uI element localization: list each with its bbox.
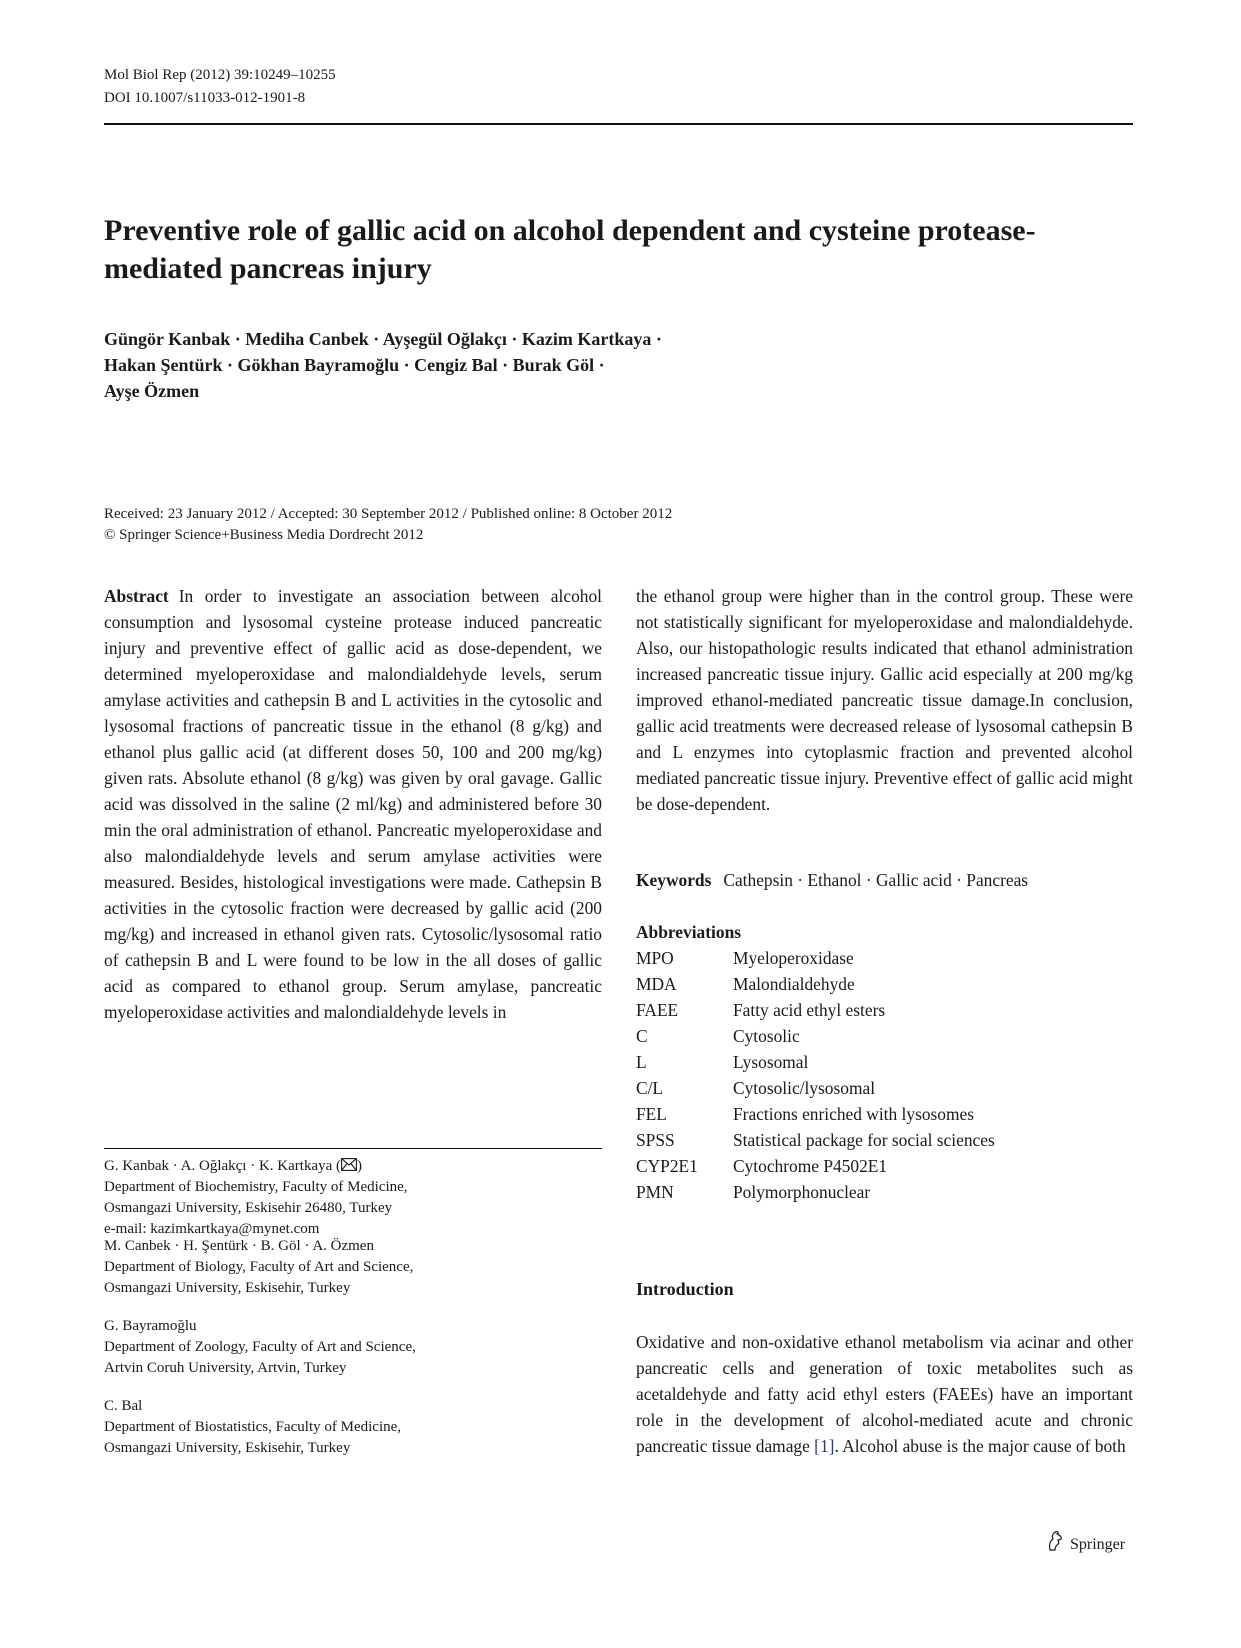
abbreviation-row (636, 1049, 995, 1075)
abbreviation-row (636, 997, 995, 1023)
abbreviation-code: CYP2E1 (636, 1156, 698, 1176)
abbreviations-heading: Abbreviations (636, 922, 742, 942)
abbreviation-row (636, 945, 995, 971)
abbreviations-list (636, 945, 995, 1205)
abbreviation-meaning: Fractions enriched with lysosomes (733, 1104, 975, 1124)
publisher-name: Springer (1070, 1535, 1126, 1553)
affiliation-block (104, 1316, 602, 1379)
corresponding-email[interactable]: e-mail: kazimkartkaya@mynet.com (104, 1221, 320, 1237)
author-line: Güngör Kanbak · Mediha Canbek · Ayşegül Oğlakçı · Kazim Kartkaya · (104, 329, 662, 349)
abbreviation-meaning: Statistical package for social sciences (733, 1130, 995, 1150)
abbreviation-code: L (636, 1052, 647, 1072)
abbreviation-meaning: Fatty acid ethyl esters (733, 1000, 886, 1020)
abbreviation-row (636, 1023, 995, 1049)
doi[interactable]: DOI 10.1007/s11033-012-1901-8 (104, 90, 306, 106)
affiliation-names-text: G. Kanbak · A. Oğlakçı · K. Kartkaya ( (104, 1158, 342, 1174)
abbreviation-code: C/L (636, 1078, 664, 1098)
abbreviation-code: C (636, 1026, 648, 1046)
affiliation-block (104, 1396, 602, 1459)
abbreviation-code: MPO (636, 948, 674, 968)
affiliation-names: M. Canbek · H. Şentürk · B. Göl · A. Özmen (104, 1238, 374, 1254)
abbreviation-code: MDA (636, 974, 677, 994)
affiliation-block (104, 1236, 602, 1299)
abbreviation-meaning: Malondialdehyde (733, 974, 855, 994)
abbreviation-meaning: Cytosolic (733, 1026, 800, 1046)
introduction-heading: Introduction (636, 1279, 734, 1299)
abbreviation-code: PMN (636, 1182, 674, 1202)
abbreviation-row (636, 1179, 995, 1205)
abbreviation-meaning: Myeloperoxidase (733, 948, 854, 968)
envelope-icon[interactable] (341, 1158, 357, 1174)
affiliation-dept: Department of Biostatistics, Faculty of Medicine, (104, 1419, 402, 1435)
author-list (104, 326, 864, 404)
abbreviation-code: FAEE (636, 1000, 679, 1020)
abbreviation-row (636, 1153, 995, 1179)
author-line: Ayşe Özmen (104, 381, 200, 401)
affiliation-dept: Department of Zoology, Faculty of Art and Science, (104, 1339, 416, 1355)
abbreviation-meaning: Lysosomal (733, 1052, 809, 1072)
abbreviation-row (636, 1075, 995, 1101)
header-divider (104, 123, 1133, 125)
copyright-line: © Springer Science+Business Media Dordrecht 2012 (104, 527, 424, 543)
author-line: Hakan Şentürk · Gökhan Bayramoğlu · Cengiz Bal · Burak Göl · (104, 355, 605, 375)
introduction-text-part: Oxidative and non-oxidative ethanol metabolism via acinar and other pancreatic cells and generation of toxic metabolites such as acetaldehyde and fatty acid ethyl esters (FAEEs) have an important role in the development of alcohol-mediated acute and chronic pancreatic tissue damage (636, 1332, 1133, 1456)
abbreviation-row (636, 971, 995, 997)
introduction-text-part: . Alcohol abuse is the major cause of both (834, 1436, 1126, 1456)
publication-dates (104, 504, 672, 546)
affiliation-names: C. Bal (104, 1398, 143, 1414)
keywords-label: Keywords (636, 870, 712, 890)
abstract-label: Abstract (104, 586, 169, 606)
abbreviation-code: SPSS (636, 1130, 675, 1150)
abbreviation-row (636, 1101, 995, 1127)
introduction-text (636, 1329, 1133, 1459)
affiliation-divider (104, 1148, 602, 1149)
affiliation-dept: Department of Biology, Faculty of Art and Science, (104, 1259, 414, 1275)
affiliation-block (104, 1156, 602, 1240)
affiliation-dept: Department of Biochemistry, Faculty of Medicine, (104, 1179, 408, 1195)
journal-header (104, 64, 336, 110)
abbreviation-meaning: Polymorphonuclear (733, 1182, 871, 1202)
abstract-text: In order to investigate an association between alcohol consumption and lysosomal cysteine protease induced pancreatic injury and preventive effect of gallic acid as dose-dependent, we determined myeloperoxidase and malondialdehyde levels, serum amylase activities and cathepsin B and L activities in the cytosolic and lysosomal fractions of pancreatic tissue in the ethanol (8 g/kg) and ethanol plus gallic acid (at different doses 50, 100 and 200 mg/kg) given rats. Absolute ethanol (8 g/kg) was given by oral gavage. Gallic acid was dissolved in the saline (2 ml/kg) and administered before 30 min the oral administration of ethanol. Pancreatic myeloperoxidase and also malondialdehyde levels and serum amylase activities were measured. Besides, histological investigations were made. Cathepsin B activities in the cytosolic fraction were decreased by gallic acid (200 mg/kg) and increased in ethanol given rats. Cytosolic/lysosomal ratio of cathepsin B and L were found to be low in the all doses of gallic acid as compared to ethanol group. Serum amylase, pancreatic myeloperoxidase activities and malondialdehyde levels in (104, 586, 602, 1022)
journal-citation: Mol Biol Rep (2012) 39:10249–10255 (104, 67, 336, 83)
affiliation-inst: Artvin Coruh University, Artvin, Turkey (104, 1360, 347, 1376)
publisher-logo (1046, 1530, 1125, 1559)
citation-link[interactable]: [1] (814, 1436, 835, 1456)
keywords (636, 867, 1028, 893)
springer-horse-icon (1046, 1530, 1066, 1559)
affiliation-inst: Osmangazi University, Eskisehir, Turkey (104, 1440, 351, 1456)
article-title: Preventive role of gallic acid on alcohol dependent and cysteine protease-mediated pancreas injury (104, 214, 1036, 285)
abbreviation-row (636, 1127, 995, 1153)
dates-line: Received: 23 January 2012 / Accepted: 30 September 2012 / Published online: 8 October 2012 (104, 506, 673, 522)
affiliation-inst: Osmangazi University, Eskisehir 26480, Turkey (104, 1200, 393, 1216)
abbreviation-code: FEL (636, 1104, 667, 1124)
affiliation-names (104, 1156, 602, 1177)
abbreviation-meaning: Cytochrome P4502E1 (733, 1156, 888, 1176)
keywords-text: Cathepsin · Ethanol · Gallic acid · Pancreas (723, 870, 1029, 890)
abbreviation-meaning: Cytosolic/lysosomal (733, 1078, 876, 1098)
abstract-left-column (104, 583, 602, 1025)
abstract-right-column: the ethanol group were higher than in the control group. These were not statistically significant for myeloperoxidase and malondialdehyde. Also, our histopathologic results indicated that ethanol administration increased pancreatic tissue injury. Gallic acid especially at 200 mg/kg improved ethanol-mediated pancreatic tissue damage.In conclusion, gallic acid treatments were decreased release of lysosomal cathepsin B and L enzymes into cytoplasmic fraction and prevented alcohol mediated pancreatic tissue injury. Preventive effect of gallic acid might be dose-dependent. (636, 586, 1133, 814)
affiliation-names-end: ) (357, 1158, 363, 1174)
affiliation-inst: Osmangazi University, Eskisehir, Turkey (104, 1280, 351, 1296)
affiliation-names: G. Bayramoğlu (104, 1318, 197, 1334)
